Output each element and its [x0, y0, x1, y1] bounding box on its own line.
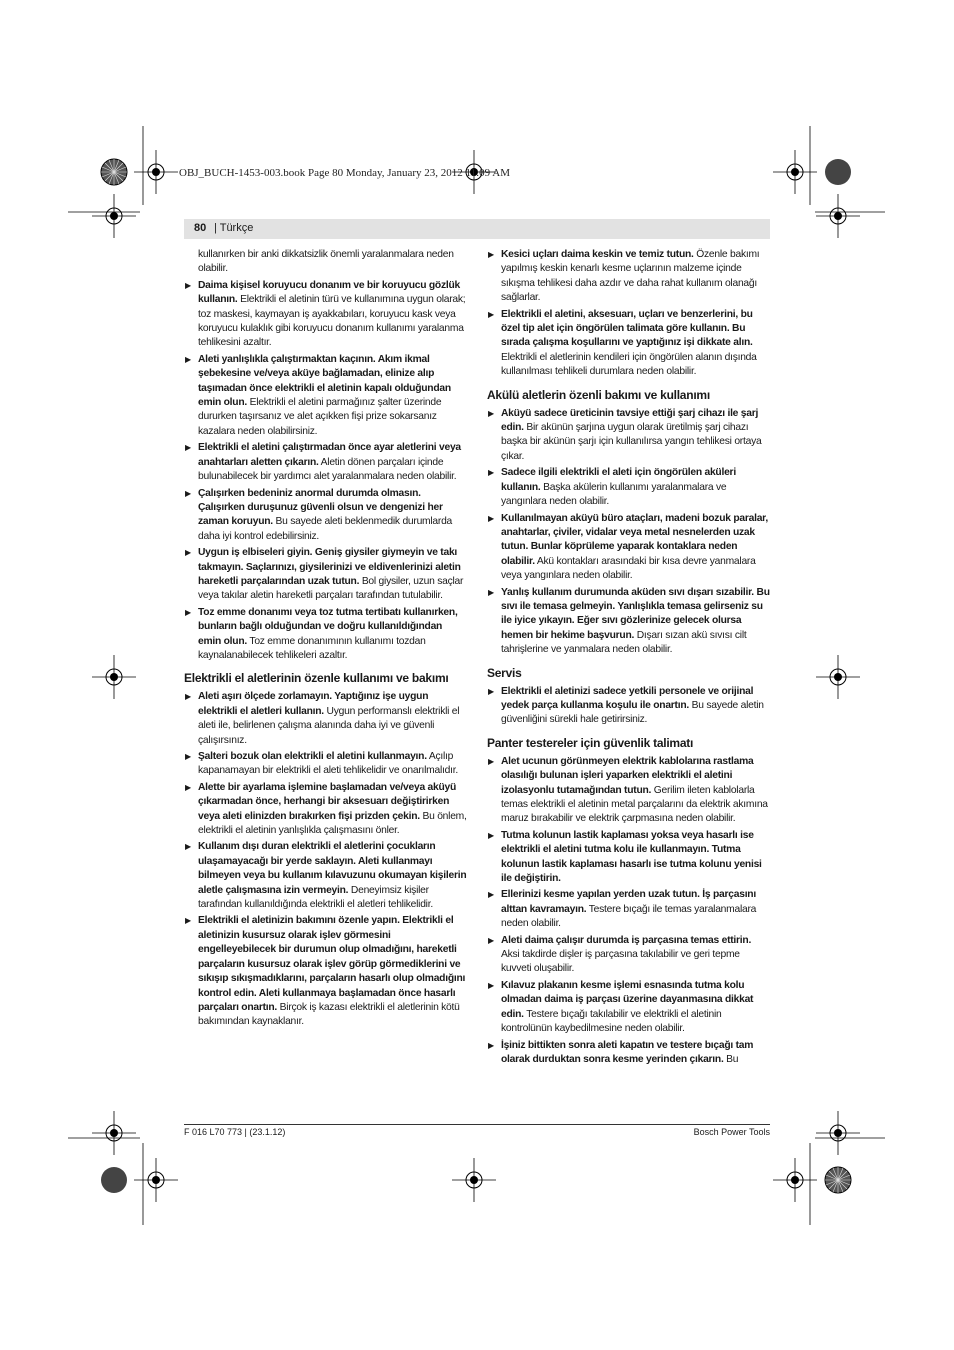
safety-item-bold: Elektrikli el aletinizin bakımını özenle yapın. Elektrikli el aletinizin kusursuz olarak işlev görmesini engelleyebilecek bir durumun olup olmadığını, hareketli parçaların kusursuz olarak işlev görüp görmediklerini ve sıkışıp sıkışmadıklarını, parçaların hasarlı olup olmadığını kontrol edin. Aleti kullanmaya başlamadan önce hasarlı parçaları onartın.: [198, 915, 466, 1013]
safety-item-bold: Alette bir ayarlama işlemine başlamadan ve/veya aküyü çıkarmadan önce, herhangi bir aksesuarı değiştirirken veya aleti elinizden bırakırken fişi prizden çekin.: [198, 781, 457, 822]
safety-list-jigsaw: [487, 755, 771, 1068]
bullet-arrow-icon: ▶: [185, 280, 191, 290]
safety-list-service: [487, 685, 771, 728]
safety-item-text: Bu: [723, 1053, 739, 1065]
safety-item-text: Deneyimsiz kişiler tarafından kullanıldığında elektrikli el aletleri tehlikelidir.: [198, 884, 433, 911]
safety-item-text: Aletin dönen parçaları içinde bulunabilecek bir yardımcı alet yaralanmalara neden olabilir.: [198, 456, 457, 483]
safety-item-bold: Aküyü sadece üreticinin tavsiye ettiği şarj cihazı ile şarj edin.: [501, 407, 759, 434]
safety-item: [487, 1039, 771, 1068]
safety-item-bold: Kesici uçları daima keskin ve temiz tutun.: [501, 249, 694, 260]
safety-list-personal: [184, 279, 467, 664]
safety-list-battery: [487, 407, 771, 658]
safety-item-text: Gerilim ileten kablolarla temas elektrikli el aletinin metal parçalarını da elektrik akımına maruz bırakabilir ve elektrik çarpmasına neden olabilir.: [501, 784, 768, 825]
safety-item-text: Akü kontakları arasındaki bir kısa devre yanmalara veya yangınlara neden olabilir.: [501, 555, 756, 582]
bullet-arrow-icon: ▶: [488, 686, 494, 696]
bullet-arrow-icon: ▶: [185, 842, 191, 852]
bullet-arrow-icon: ▶: [185, 607, 191, 617]
bullet-arrow-icon: ▶: [185, 443, 191, 453]
safety-item-text: Açılıp kapanamayan bir elektrikli el aleti tehlikelidir ve onarılmalıdır.: [198, 751, 458, 777]
bullet-arrow-icon: ▶: [185, 782, 191, 792]
safety-item-text: Bol giysiler, uzun saçlar veya takılar aletin hareketli parçaları tarafından tutulabilir.: [198, 575, 464, 602]
footer-brand: Bosch Power Tools: [693, 1127, 770, 1137]
bullet-arrow-icon: ▶: [488, 756, 494, 766]
safety-item-text: Elektrikli el aletinin türü ve kullanımına uygun olarak; toz maskesi, kaymayan iş ayakkabıları, koruyucu kask veya koruyucu kulaklık gibi koruyucu donanım kullanımı yaralanma tehlikesini azaltır.: [198, 294, 466, 349]
right-column: [487, 248, 771, 1069]
bullet-arrow-icon: ▶: [488, 587, 494, 597]
safety-item-text: Toz emme donanımının kullanımı tozdan kaynalanabilecek tehlikeleri azaltır.: [198, 635, 426, 661]
page-header: [184, 219, 770, 239]
language-label: | Türkçe: [214, 222, 254, 234]
safety-item: [184, 781, 467, 839]
section-title-tool-use: Elektrikli el aletlerinin özenle kullanımı ve bakımı: [184, 671, 449, 686]
safety-item: [487, 755, 771, 827]
bullet-arrow-icon: ▶: [488, 408, 494, 418]
safety-item-bold: Şalteri bozuk olan elektrikli el aletini kullanmayın.: [198, 751, 427, 762]
left-column: [184, 248, 467, 1032]
safety-item-bold: Kullanım dışı duran elektrikli el aletlerini çocukların ulaşamayacağı bir yerde saklayın. Aleti kullanmayı bilmeyen veya bu kullanım kılavuzunu okumayan kişilerin aletle çalışmasına izin vermeyin.: [198, 841, 467, 896]
safety-item-text: Birçok iş kazası elektrikli el aletlerinin kötü bakımından kaynaklanır.: [198, 1001, 460, 1028]
safety-item: [487, 829, 771, 887]
safety-item: [184, 441, 467, 484]
safety-item-bold: Uygun iş elbiseleri giyin. Geniş giysiler giymeyin ve takı takmayın. Saçlarınızı, giysilerinizi ve eldivenlerinizi aletin hareketli parçalarından uzak tutun.: [198, 547, 461, 587]
safety-item-text: Bir akünün şarjına uygun olarak üretilmiş şarj cihazı başka bir akünün şarjı için kullanılırsa yangın tehlikesi ortaya çıkar.: [501, 422, 762, 462]
bullet-arrow-icon: ▶: [488, 250, 494, 259]
safety-item-text: Dışarı sızan akü sıvısı cilt tahrişlerine ve yanmalara neden olabilir.: [501, 629, 747, 656]
safety-item-text: Elektrikli el aletini parmağınız şalter üzerinde dururken taşırsanız ve alet açıkken fişi prize sokarsanız kazalara neden olabilirsiniz.: [198, 397, 442, 437]
safety-item-bold: Tutma kolunun lastik kaplaması yoksa veya hasarlı ise elektrikli el aletini tutma kolu ile kullanmayın. Tutma kolunun lastik kaplaması hasarlı ise tutma kolunu yenisi ile değiştirin.: [501, 829, 762, 885]
safety-item: [184, 353, 467, 439]
safety-item-bold: Aleti yanlışlıkla çalıştırmaktan kaçının. Akım ikmal şebekesine ve/veya aküye bağlamadan, elinize alıp taşımadan önce elektrikli el aletinin kapalı olduğundan emin olun.: [198, 353, 451, 409]
safety-item: [184, 606, 467, 664]
book-info-line: OBJ_BUCH-1453-003.book Page 80 Monday, January 23, 2012 11:09 AM: [179, 167, 511, 179]
safety-item-bold: Elektrikli el aletini, aksesuarı, uçları ve benzerlerini, bu özel tip alet için öngörülen talimata göre kullanın. Bu sırada çalışma koşullarını ve yaptığınız işi dikkate alın.: [501, 308, 753, 349]
safety-item-bold: Çalışırken bedeniniz anormal durumda olmasın. Çalışırken duruşunuz güvenli olsun ve dengenizi her zaman koruyun.: [198, 487, 443, 528]
safety-item-bold: Toz emme donanımı veya toz tutma tertibatı kullanırken, bunların bağlı olduğundan ve doğru kullanıldığından emin olun.: [198, 606, 458, 647]
safety-item-bold: Aleti aşırı ölçede zorlamayın. Yaptığınız işe uygun elektrikli el aletleri kullanın.: [198, 691, 429, 717]
safety-item: [487, 248, 771, 306]
bullet-arrow-icon: ▶: [185, 354, 191, 364]
safety-item-text: Bu sayede aletin güvenliğini sürekli hale getirirsiniz.: [501, 699, 764, 726]
bullet-arrow-icon: ▶: [185, 916, 191, 926]
page-number: 80: [194, 222, 207, 234]
bullet-arrow-icon: ▶: [488, 468, 494, 478]
bullet-arrow-icon: ▶: [488, 935, 494, 945]
safety-item: [487, 888, 771, 931]
safety-item-bold: Yanlış kullanım durumunda aküden sıvı dışarı sızabilir. Bu sıvı ile temasa gelmeyin. Yanlışlıkla temasa gelirseniz su ile iyice yıkayın. Eğer sıvı gözlerinize gelecek olursa hemen bir hekime başvurun.: [501, 586, 770, 641]
safety-item-bold: İşiniz bittikten sonra aleti kapatın ve testere bıçağı tam olarak durduktan sonra kesme yerinden çıkarın.: [501, 1039, 754, 1065]
bullet-arrow-icon: ▶: [185, 488, 191, 498]
bullet-arrow-icon: ▶: [488, 830, 494, 840]
safety-item-text: Aksi takdirde dişler iş parçasına takılabilir ve geri tepme kuvveti oluşabilir.: [501, 949, 740, 975]
safety-item-text: Testere bıçağı takılabilir ve elektrikli el aletinin kontrolünün kaybedilmesine neden olabilir.: [501, 1008, 722, 1035]
safety-item: [487, 979, 771, 1037]
safety-item-text: Özenle bakımı yapılmış keskin kenarlı kesme uçlarının malzeme içinde sıkışma tehlikesi daha azdır ve daha rahat kullanım olanağı sağlarlar.: [501, 249, 760, 304]
safety-item-text: Başka akülerin kullanımı yaralanmalara ve yangınlara neden olabilir.: [501, 481, 727, 508]
bullet-arrow-icon: ▶: [185, 692, 191, 702]
bullet-arrow-icon: ▶: [185, 752, 191, 761]
section-title-jigsaw: Panter testereler için güvenlik talimatı: [487, 735, 694, 750]
bullet-arrow-icon: ▶: [185, 548, 191, 558]
safety-item: [487, 934, 771, 977]
safety-item-text: Uygun performanslı elektrikli el aleti ile, belirlenen çalışma alanında daha iyi ve güvenli çalışırsınız.: [198, 705, 460, 746]
section-title-battery: Akülü aletlerin özenli bakımı ve kullanımı: [487, 387, 710, 402]
bullet-arrow-icon: ▶: [488, 980, 494, 990]
safety-item: [184, 487, 467, 545]
safety-item-bold: Kullanılmayan aküyü büro ataçları, madeni bozuk paralar, anahtarlar, çiviler, vidalar veya metal nesnelerden uzak tutun. Bunlar köprüleme yaparak kontaklara neden olabilir.: [501, 512, 768, 567]
safety-item: [487, 407, 771, 465]
safety-item: [184, 690, 467, 748]
safety-item-bold: Elektrikli el aletinizi sadece yetkili personele ve orijinal yedek parça kullanma koşulu ile onartın.: [501, 685, 754, 711]
bullet-arrow-icon: ▶: [488, 309, 494, 319]
safety-item-bold: Elektrikli el aletini çalıştırmadan önce ayar aletlerini veya anahtarları aletten çıkarın.: [198, 442, 461, 468]
safety-item: [184, 546, 467, 604]
safety-item-bold: Alet ucunun görünmeyen elektrik kablolarına rastlama olasılığı bulunan işleri yaparken elektrikli el aletini izolasyonlu tutamağından tutun.: [501, 755, 754, 796]
safety-item: [184, 840, 467, 912]
safety-item: [184, 914, 467, 1029]
footer-doc-code: F 016 L70 773 | (23.1.12): [184, 1127, 286, 1137]
safety-item-text: Bu önlem, elektrikli el aletinin yanlışlıkla çalışmasını önler.: [198, 810, 467, 837]
safety-item: [487, 685, 771, 728]
bullet-arrow-icon: ▶: [488, 890, 494, 900]
continued-text: kullanırken bir anki dikkatsizlik önemli yaralanmalara neden olabilir.: [198, 249, 454, 275]
safety-item: [184, 279, 467, 351]
safety-item-text: Testere bıçağı ile temas yaralanmalara neden olabilir.: [501, 903, 757, 930]
safety-item: [184, 750, 467, 779]
safety-list-tool-use: [184, 690, 467, 1029]
safety-item-bold: Ellerinizi kesme yapılan yerden uzak tutun. İş parçasını alttan kavramayın.: [501, 889, 756, 915]
safety-item: [487, 466, 771, 509]
safety-item-bold: Daima kişisel koruyucu donanım ve bir koruyucu gözlük kullanın.: [198, 279, 460, 306]
safety-item-text: Bu sayede aleti beklenmedik durumlarda daha iyi kontrol edebilirsiniz.: [198, 516, 453, 542]
safety-item-bold: Kılavuz plakanın kesme işlemi esnasında tutma kolu olmadan daima iş parçası üzerine dayanmasına dikkat edin.: [501, 979, 754, 1020]
footer-rule: [184, 1124, 770, 1125]
bullet-arrow-icon: ▶: [488, 1040, 494, 1050]
safety-item-bold: Sadece ilgili elektrikli el aleti için öngörülen aküleri kullanın.: [501, 467, 736, 493]
section-title-service: Servis: [487, 665, 522, 680]
safety-item: [487, 512, 771, 584]
safety-item-text: Elektrikli el aletlerinin kendileri için öngörülen alanın dışında kullanılması tehlikeli durumlara neden olabilir.: [501, 351, 757, 378]
safety-item: [487, 308, 771, 380]
safety-item-bold: Aleti daima çalışır durumda iş parçasına temas ettirin.: [501, 934, 752, 946]
language-text: Türkçe: [219, 222, 254, 234]
bullet-arrow-icon: ▶: [488, 513, 494, 523]
safety-list-tool-care: [487, 248, 771, 380]
safety-item: [487, 586, 771, 658]
